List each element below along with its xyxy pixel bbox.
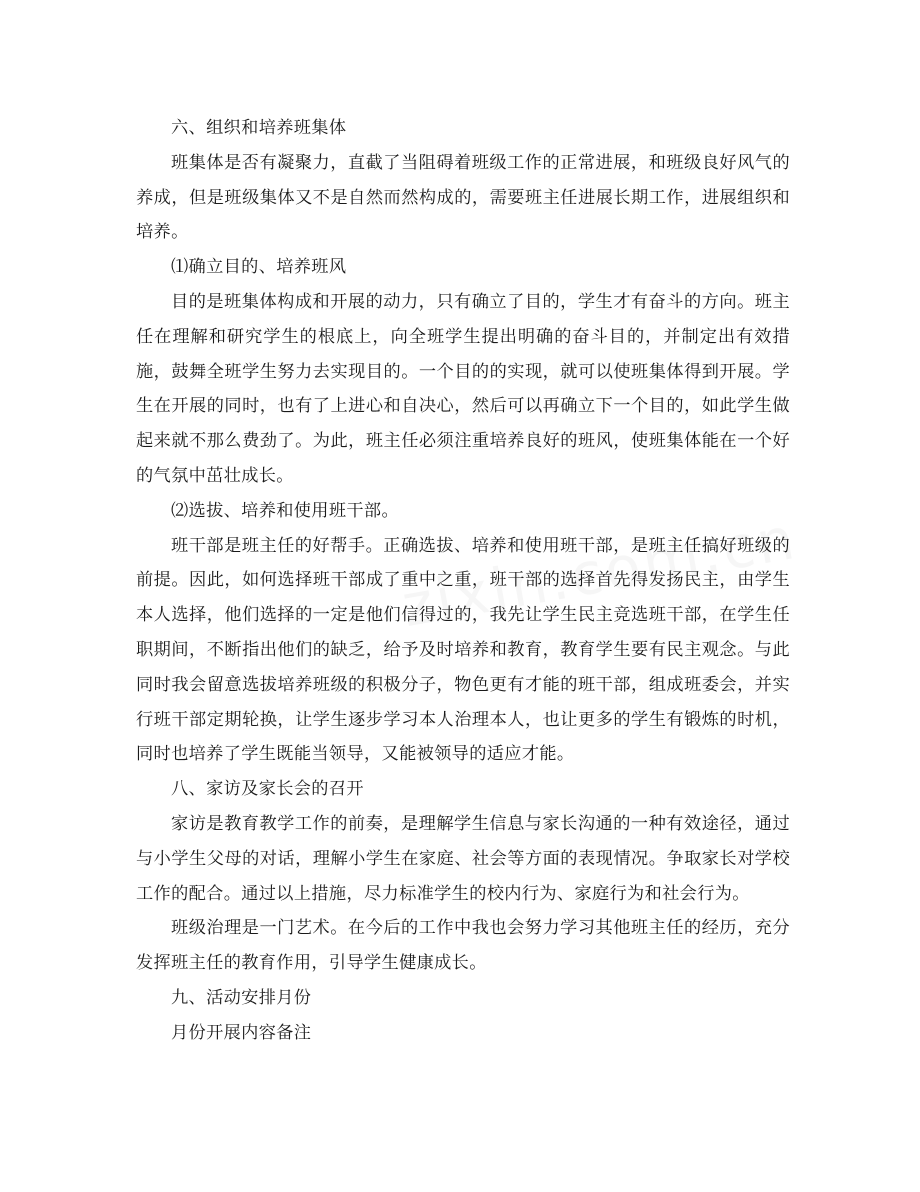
section-heading-9: 九、活动安排月份: [171, 987, 312, 1008]
table-header-line: 月份开展内容备注: [171, 1022, 312, 1043]
body-paragraph: 班集体是否有凝聚力，直截了当阻碍着班级工作的正常进展，和班级良好风气的养成，但是班级集体又不是自然而然构成的，需要班主任进展长期工作，进展组织和培养。: [136, 152, 790, 243]
section-heading-6: 六、组织和培养班集体: [171, 118, 347, 138]
body-paragraph: 家访是教育教学工作的前奏，是理解学生信息与家长沟通的一种有效途径，通过与小学生父母的对话，理解小学生在家庭、社会等方面的表现情况。争取家长对学校工作的配合。通过以上措施，尽力标准学生的校内行为、家庭行为和社会行为。: [136, 813, 790, 904]
body-paragraph: 目的是班集体构成和开展的动力，只有确立了目的，学生才有奋斗的方向。班主任在理解和研究学生的根底上，向全班学生提出明确的奋斗目的，并制定出有效措施，鼓舞全班学生努力去实现目的。一个目的的实现，就可以使班集体得到开展。学生在开展的同时，也有了上进心和自决心，然后可以再确立下一个目的，如此学生做起来就不那么费劲了。为此，班主任必须注重培养良好的班风，使班集体能在一个好的气氛中茁壮成长。: [136, 291, 790, 486]
body-paragraph: 班干部是班主任的好帮手。正确选拔、培养和使用班干部，是班主任搞好班级的前提。因此，如何选择班干部成了重中之重，班干部的选择首先得发扬民主，由学生本人选择，他们选择的一定是他们信得过的，我先让学生民主竞选班干部，在学生任职期间，不断指出他们的缺乏，给予及时培养和教育，教育学生要有民主观念。与此同时我会留意选拔培养班级的积极分子，物色更有才能的班干部，组成班委会，并实行班干部定期轮换，让学生逐步学习本人治理本人，也让更多的学生有锻炼的时机，同时也培养了学生既能当领导，又能被领导的适应才能。: [136, 535, 790, 765]
subsection-heading-1: ⑴确立目的、培养班风: [171, 257, 347, 278]
section-heading-8: 八、家访及家长会的召开: [171, 779, 364, 800]
subsection-heading-2: ⑵选拔、培养和使用班干部。: [171, 500, 399, 521]
document-page: [136, 111, 790, 1051]
body-paragraph: 班级治理是一门艺术。在今后的工作中我也会努力学习其他班主任的经历，充分发挥班主任的教育作用，引导学生健康成长。: [136, 918, 790, 974]
